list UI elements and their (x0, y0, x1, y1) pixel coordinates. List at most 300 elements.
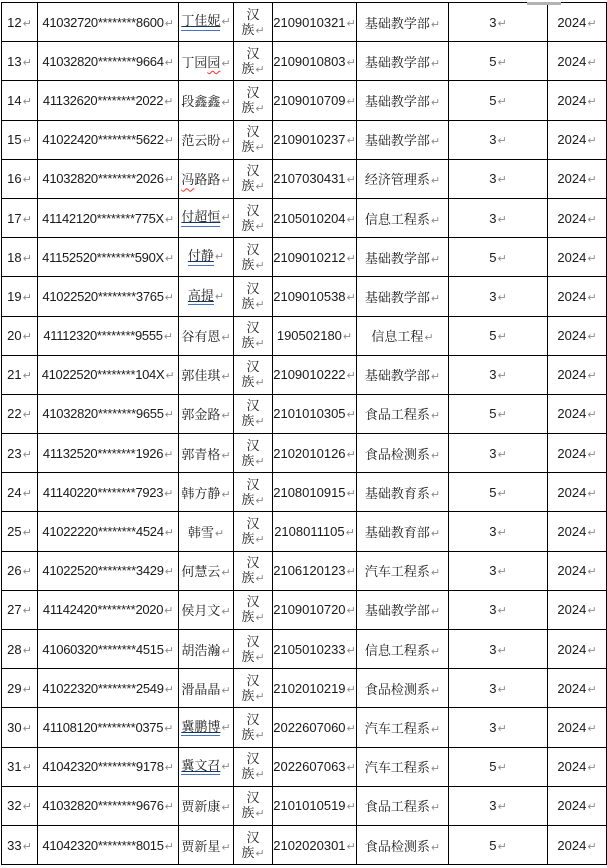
row-number: 27 (7, 602, 22, 618)
ethnicity-line1: 汉 (246, 241, 260, 257)
name-cell[interactable] (179, 708, 234, 747)
ethnicity-line2: 族 (241, 99, 255, 115)
id-number-cell[interactable] (38, 277, 179, 316)
count-cell[interactable] (449, 198, 548, 237)
row-number-cell[interactable] (2, 551, 38, 590)
id-number-cell[interactable] (38, 159, 179, 198)
id-number-cell[interactable] (38, 316, 179, 355)
department-cell[interactable] (357, 42, 449, 81)
year-cell[interactable] (548, 551, 607, 590)
count-cell[interactable] (449, 81, 548, 120)
department-cell[interactable] (357, 473, 449, 512)
end-of-cell-marker: ↵ (346, 643, 356, 657)
department: 基础教学部 (364, 15, 430, 31)
ethnicity-cell[interactable] (234, 277, 273, 316)
name-cell[interactable] (179, 434, 234, 473)
ethnicity-line2: 族 (241, 335, 255, 351)
name-cell[interactable] (179, 747, 234, 786)
id-number-cell[interactable] (38, 747, 179, 786)
end-of-cell-marker: ↵ (497, 761, 507, 775)
student-name[interactable]: 丁佳妮 (181, 13, 220, 31)
row-number-cell[interactable] (2, 159, 38, 198)
year-cell[interactable] (548, 3, 607, 42)
id-number-cell[interactable] (38, 669, 179, 708)
row-number-cell[interactable] (2, 3, 38, 42)
count-value: 5 (489, 759, 497, 775)
row-number-cell[interactable] (2, 669, 38, 708)
end-of-cell-marker: ↵ (255, 454, 265, 468)
row-number-cell[interactable] (2, 825, 38, 864)
count-cell[interactable] (449, 277, 548, 316)
row-number: 14 (7, 92, 22, 108)
year-cell[interactable] (548, 434, 607, 473)
department-cell[interactable] (357, 434, 449, 473)
end-of-cell-marker: ↵ (430, 487, 441, 501)
id-number-cell[interactable] (38, 825, 179, 864)
row-number-cell[interactable] (2, 355, 38, 394)
end-of-cell-marker: ↵ (587, 447, 597, 461)
end-of-cell-marker: ↵ (342, 330, 353, 344)
ethnicity-cell[interactable] (234, 355, 273, 394)
student-id: 2109010321 (273, 14, 346, 30)
department-cell[interactable] (357, 551, 449, 590)
count-cell[interactable] (449, 630, 548, 669)
ethnicity-cell[interactable] (234, 3, 273, 42)
end-of-cell-marker: ↵ (430, 566, 441, 580)
end-of-cell-marker: ↵ (430, 683, 441, 697)
student-id-cell[interactable] (273, 747, 357, 786)
count-cell[interactable] (449, 394, 548, 433)
year-cell[interactable] (548, 120, 607, 159)
row-number-cell[interactable] (2, 81, 38, 120)
row-number-cell[interactable] (2, 238, 38, 277)
ethnicity-line1: 汉 (246, 359, 260, 375)
end-of-cell-marker: ↵ (164, 16, 174, 30)
row-number-cell[interactable] (2, 316, 38, 355)
ethnicity-cell[interactable] (234, 434, 273, 473)
name-cell[interactable] (179, 238, 234, 277)
id-number-cell[interactable] (38, 81, 179, 120)
name-cell[interactable] (179, 394, 234, 433)
end-of-cell-marker: ↵ (346, 721, 356, 735)
student-id-cell[interactable] (273, 159, 357, 198)
name-cell[interactable] (179, 590, 234, 629)
name-cell[interactable] (179, 316, 234, 355)
id-number-cell[interactable] (38, 434, 179, 473)
end-of-cell-marker: ↵ (587, 486, 597, 500)
ethnicity-cell[interactable] (234, 551, 273, 590)
count-value: 3 (489, 680, 497, 696)
table-row (2, 590, 607, 629)
name-char: 路 (194, 172, 208, 188)
department-cell[interactable] (357, 394, 449, 433)
name-cell[interactable] (179, 3, 234, 42)
year-cell[interactable] (548, 198, 607, 237)
row-number: 30 (7, 719, 22, 735)
row-number-cell[interactable] (2, 512, 38, 551)
student-id-cell[interactable] (273, 434, 357, 473)
table-row (2, 238, 607, 277)
year-cell[interactable] (548, 825, 607, 864)
end-of-cell-marker: ↵ (497, 94, 507, 108)
end-of-cell-marker: ↵ (22, 212, 32, 226)
year-value: 2024 (557, 484, 587, 500)
end-of-cell-marker: ↵ (221, 95, 231, 109)
student-id-cell[interactable] (273, 120, 357, 159)
ethnicity-cell[interactable] (234, 708, 273, 747)
end-of-cell-marker: ↵ (430, 409, 441, 423)
id-number: 41112320********9555 (43, 328, 163, 344)
student-name: 韩方静 (181, 485, 221, 501)
year-value: 2024 (557, 288, 587, 304)
student-name (181, 55, 220, 70)
name-cell[interactable] (179, 825, 234, 864)
ethnicity-cell[interactable] (234, 473, 273, 512)
row-number-cell[interactable] (2, 120, 38, 159)
student-id-cell[interactable] (273, 238, 357, 277)
end-of-cell-marker: ↵ (497, 800, 507, 814)
id-number: 41022220********4524 (42, 524, 164, 540)
row-number: 19 (7, 288, 22, 304)
end-of-cell-marker: ↵ (430, 291, 441, 305)
end-of-cell-marker: ↵ (22, 134, 32, 148)
department-cell[interactable] (357, 630, 449, 669)
row-number-cell[interactable] (2, 434, 38, 473)
ethnicity-cell[interactable] (234, 394, 273, 433)
student-id-cell[interactable] (273, 3, 357, 42)
end-of-cell-marker: ↵ (430, 17, 441, 31)
row-number-cell[interactable] (2, 394, 38, 433)
department-cell[interactable] (357, 3, 449, 42)
end-of-cell-marker: ↵ (430, 762, 441, 776)
ethnicity-line1: 汉 (246, 516, 260, 532)
year-cell[interactable] (548, 669, 607, 708)
student-id-cell[interactable] (273, 316, 357, 355)
end-of-cell-marker: ↵ (587, 408, 597, 422)
student-name: 段鑫鑫 (181, 93, 221, 109)
count-value: 3 (489, 14, 497, 30)
ethnicity-line1: 汉 (246, 398, 260, 414)
end-of-cell-marker: ↵ (22, 486, 32, 500)
name-cell[interactable] (179, 669, 234, 708)
end-of-cell-marker: ↵ (587, 94, 597, 108)
year-cell[interactable] (548, 277, 607, 316)
student-id-cell[interactable] (273, 708, 357, 747)
end-of-cell-marker: ↵ (430, 644, 441, 658)
student-id: 2109010212 (273, 249, 346, 265)
count-cell[interactable] (449, 473, 548, 512)
student-id-cell[interactable] (273, 42, 357, 81)
end-of-cell-marker: ↵ (497, 330, 507, 344)
count-cell[interactable] (449, 3, 548, 42)
end-of-cell-marker: ↵ (164, 290, 174, 304)
count-cell[interactable] (449, 590, 548, 629)
department-cell[interactable] (357, 238, 449, 277)
student-name[interactable]: 付静 (188, 248, 214, 266)
count-cell[interactable] (449, 551, 548, 590)
department: 基础教育部 (364, 525, 430, 541)
count-cell[interactable] (449, 786, 548, 825)
count-cell[interactable] (449, 159, 548, 198)
end-of-cell-marker: ↵ (22, 447, 32, 461)
department-cell[interactable] (357, 590, 449, 629)
year-cell[interactable] (548, 159, 607, 198)
student-name[interactable]: 冀文召 (181, 758, 220, 776)
name-cell[interactable] (179, 277, 234, 316)
ethnicity-line2: 族 (241, 531, 255, 547)
ethnicity-cell[interactable] (234, 198, 273, 237)
id-number-cell[interactable] (38, 551, 179, 590)
student-name: 郭金路 (181, 407, 221, 423)
department-cell[interactable] (357, 708, 449, 747)
student-id-cell[interactable] (273, 669, 357, 708)
ethnicity-cell[interactable] (234, 316, 273, 355)
department-cell[interactable] (357, 198, 449, 237)
count-cell[interactable] (449, 238, 548, 277)
end-of-cell-marker: ↵ (164, 839, 174, 853)
year-value: 2024 (557, 759, 587, 775)
name-cell[interactable] (179, 786, 234, 825)
student-name[interactable]: 付超恒 (181, 209, 220, 227)
end-of-cell-marker: ↵ (346, 134, 356, 148)
year-cell[interactable] (548, 355, 607, 394)
student-id-cell[interactable] (273, 825, 357, 864)
end-of-cell-marker: ↵ (346, 682, 356, 696)
end-of-cell-marker: ↵ (430, 174, 441, 188)
count-cell[interactable] (449, 355, 548, 394)
end-of-cell-marker: ↵ (221, 135, 231, 149)
ethnicity-cell[interactable] (234, 159, 273, 198)
table-row (2, 434, 607, 473)
row-number-cell[interactable] (2, 473, 38, 512)
student-id-cell[interactable] (273, 473, 357, 512)
department-cell[interactable] (357, 747, 449, 786)
department-cell[interactable] (357, 825, 449, 864)
id-number-cell[interactable] (38, 786, 179, 825)
department-cell[interactable] (357, 786, 449, 825)
name-cell[interactable] (179, 81, 234, 120)
id-number: 41022520********104X (41, 367, 165, 383)
year-cell[interactable] (548, 630, 607, 669)
end-of-cell-marker: ↵ (221, 15, 231, 29)
department: 基础教学部 (364, 603, 430, 619)
end-of-cell-marker: ↵ (22, 94, 32, 108)
id-number-cell[interactable] (38, 42, 179, 81)
name-cell[interactable] (179, 198, 234, 237)
count-cell[interactable] (449, 316, 548, 355)
year-cell[interactable] (548, 747, 607, 786)
end-of-cell-marker: ↵ (221, 801, 231, 815)
id-number: 41132620********2022 (42, 92, 164, 108)
year-cell[interactable] (548, 42, 607, 81)
end-of-cell-marker: ↵ (164, 173, 174, 187)
name-cell[interactable] (179, 42, 234, 81)
student-id: 2109010222 (273, 367, 346, 383)
year-cell[interactable] (548, 394, 607, 433)
year-cell[interactable] (548, 590, 607, 629)
id-number-cell[interactable] (38, 630, 179, 669)
ethnicity-cell[interactable] (234, 590, 273, 629)
id-number-cell[interactable] (38, 238, 179, 277)
end-of-cell-marker: ↵ (164, 643, 174, 657)
end-of-cell-marker: ↵ (255, 611, 265, 625)
year-cell[interactable] (548, 473, 607, 512)
student-id-cell[interactable] (273, 355, 357, 394)
end-of-cell-marker: ↵ (587, 290, 597, 304)
row-number: 25 (7, 524, 22, 540)
department-cell[interactable] (357, 277, 449, 316)
student-id-cell[interactable] (273, 81, 357, 120)
count-cell[interactable] (449, 434, 548, 473)
row-number-cell[interactable] (2, 590, 38, 629)
student-id-cell[interactable] (273, 551, 357, 590)
ethnicity-line2: 族 (241, 805, 255, 821)
row-number-cell[interactable] (2, 198, 38, 237)
name-cell[interactable] (179, 512, 234, 551)
table-row (2, 198, 607, 237)
ethnicity-cell[interactable] (234, 238, 273, 277)
id-number-cell[interactable] (38, 394, 179, 433)
year-value: 2024 (557, 563, 587, 579)
count-cell[interactable] (449, 120, 548, 159)
department-cell[interactable] (357, 316, 449, 355)
name-cell[interactable] (179, 159, 234, 198)
ethnicity-cell[interactable] (234, 669, 273, 708)
table-row (2, 708, 607, 747)
year-cell[interactable] (548, 238, 607, 277)
name-cell[interactable] (179, 120, 234, 159)
student-id: 2105010204 (273, 210, 346, 226)
ethnicity-line1: 汉 (246, 476, 260, 492)
ethnicity-cell[interactable] (234, 42, 273, 81)
department-cell[interactable] (357, 355, 449, 394)
student-name (181, 172, 220, 187)
id-number-cell[interactable] (38, 512, 179, 551)
table-row (2, 394, 607, 433)
name-cell[interactable] (179, 630, 234, 669)
department-cell[interactable] (357, 159, 449, 198)
row-number: 16 (7, 171, 22, 187)
id-number-cell[interactable] (38, 590, 179, 629)
row-number-cell[interactable] (2, 277, 38, 316)
row-number-cell[interactable] (2, 42, 38, 81)
ethnicity-cell[interactable] (234, 825, 273, 864)
year-value: 2024 (557, 92, 587, 108)
end-of-cell-marker: ↵ (22, 721, 32, 735)
ethnicity-cell[interactable] (234, 747, 273, 786)
end-of-cell-marker: ↵ (497, 408, 507, 422)
count-value: 5 (489, 837, 497, 853)
end-of-cell-marker: ↵ (221, 211, 231, 225)
year-cell[interactable] (548, 316, 607, 355)
id-number: 41022520********3765 (42, 288, 164, 304)
department: 基础教学部 (364, 289, 430, 305)
row-number-cell[interactable] (2, 786, 38, 825)
end-of-cell-marker: ↵ (22, 526, 32, 540)
end-of-cell-marker: ↵ (164, 251, 174, 265)
department-cell[interactable] (357, 120, 449, 159)
id-number: 41022320********2549 (42, 680, 164, 696)
count-cell[interactable] (449, 747, 548, 786)
id-number-cell[interactable] (38, 708, 179, 747)
row-number-cell[interactable] (2, 747, 38, 786)
table-row (2, 3, 607, 42)
table-row (2, 630, 607, 669)
id-number: 41022420********5622 (42, 132, 164, 148)
count-cell[interactable] (449, 42, 548, 81)
count-cell[interactable] (449, 669, 548, 708)
student-name[interactable]: 冀鹏博 (181, 719, 220, 737)
ethnicity-cell[interactable] (234, 120, 273, 159)
ethnicity-cell[interactable] (234, 786, 273, 825)
end-of-cell-marker: ↵ (430, 252, 441, 266)
department-cell[interactable] (357, 81, 449, 120)
student-id-cell[interactable] (273, 512, 357, 551)
ethnicity-line1: 汉 (246, 437, 260, 453)
ethnicity-cell[interactable] (234, 81, 273, 120)
student-id-cell[interactable] (273, 786, 357, 825)
count-value: 3 (489, 641, 497, 657)
student-id-cell[interactable] (273, 277, 357, 316)
ethnicity-line2: 族 (241, 766, 255, 782)
end-of-cell-marker: ↵ (255, 62, 265, 76)
end-of-cell-marker: ↵ (255, 533, 265, 547)
year-cell[interactable] (548, 708, 607, 747)
student-id-cell[interactable] (273, 630, 357, 669)
year-value: 2024 (557, 210, 587, 226)
id-number-cell[interactable] (38, 120, 179, 159)
name-cell[interactable] (179, 551, 234, 590)
count-cell[interactable] (449, 708, 548, 747)
end-of-cell-marker: ↵ (164, 55, 174, 69)
id-number: 41032820********9676 (42, 798, 164, 814)
row-number-cell[interactable] (2, 630, 38, 669)
student-id: 2108010915 (273, 484, 346, 500)
count-cell[interactable] (449, 512, 548, 551)
student-id: 2106120123 (273, 563, 346, 579)
id-number-cell[interactable] (38, 473, 179, 512)
id-number-cell[interactable] (38, 355, 179, 394)
id-number-cell[interactable] (38, 198, 179, 237)
student-id-cell[interactable] (273, 394, 357, 433)
department-cell[interactable] (357, 669, 449, 708)
end-of-cell-marker: ↵ (497, 290, 507, 304)
name-cell[interactable] (179, 355, 234, 394)
name-cell[interactable] (179, 473, 234, 512)
end-of-cell-marker: ↵ (22, 55, 32, 69)
end-of-cell-marker: ↵ (346, 212, 356, 226)
end-of-cell-marker: ↵ (22, 330, 32, 344)
student-id: 2109010538 (273, 288, 346, 304)
year-cell[interactable] (548, 81, 607, 120)
ethnicity-cell[interactable] (234, 630, 273, 669)
ethnicity-cell[interactable] (234, 512, 273, 551)
count-cell[interactable] (449, 825, 548, 864)
student-id-cell[interactable] (273, 198, 357, 237)
end-of-cell-marker: ↵ (221, 720, 231, 734)
ethnicity-line2: 族 (241, 570, 255, 586)
department-cell[interactable] (357, 512, 449, 551)
year-cell[interactable] (548, 786, 607, 825)
student-name[interactable]: 高提 (188, 288, 214, 306)
year-value: 2024 (557, 132, 587, 148)
department: 食品检测系 (364, 446, 430, 462)
student-id-cell[interactable] (273, 590, 357, 629)
row-number-cell[interactable] (2, 708, 38, 747)
year-cell[interactable] (548, 512, 607, 551)
count-value: 5 (489, 53, 497, 69)
id-number-cell[interactable] (38, 3, 179, 42)
